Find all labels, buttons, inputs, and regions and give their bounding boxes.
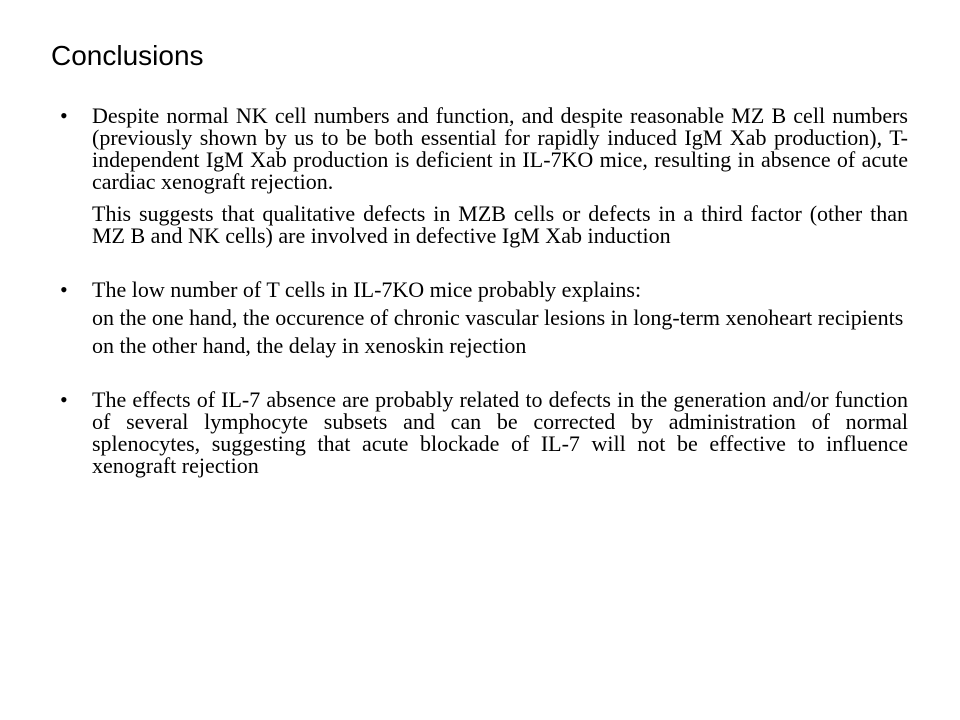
bullet-2-subitem-2: on the other hand, the delay in xenoskin rejection: [92, 333, 527, 358]
bullet-3-text: The effects of IL-7 absence are probably related to defects in the generation and/or function of several lymphocyte subsets and can be corrected by administration of normal splenocytes, suggesting that acute blockade of IL-7 will not be effective to influence xenograft rejection: [92, 387, 908, 478]
bullet-3: [60, 389, 908, 477]
slide-title: Conclusions: [51, 40, 204, 71]
bullet-1-continuation: This suggests that qualitative defects in MZB cells or defects in a third factor (other than MZ B and NK cells) are involved in defective IgM Xab induction: [92, 201, 908, 248]
bullet-2: [60, 279, 908, 301]
bullet-2-marker: •: [60, 277, 68, 302]
bullet-1-text: Despite normal NK cell numbers and function, and despite reasonable MZ B cell numbers (previously shown by us to be both essential for rapidly induced IgM Xab production), T-independent IgM Xab production is deficient in IL-7KO mice, resulting in absence of acute cardiac xenograft rejection.: [92, 103, 908, 194]
bullet-3-marker: •: [60, 387, 68, 412]
slide-content: [60, 105, 908, 477]
bullet-2-subitem-1: on the one hand, the occurence of chronic vascular lesions in long-term xenoheart recipients: [92, 305, 904, 330]
bullet-1: [60, 105, 908, 193]
bullet-2-text: The low number of T cells in IL-7KO mice probably explains:: [92, 277, 642, 302]
bullet-1-marker: •: [60, 103, 68, 128]
